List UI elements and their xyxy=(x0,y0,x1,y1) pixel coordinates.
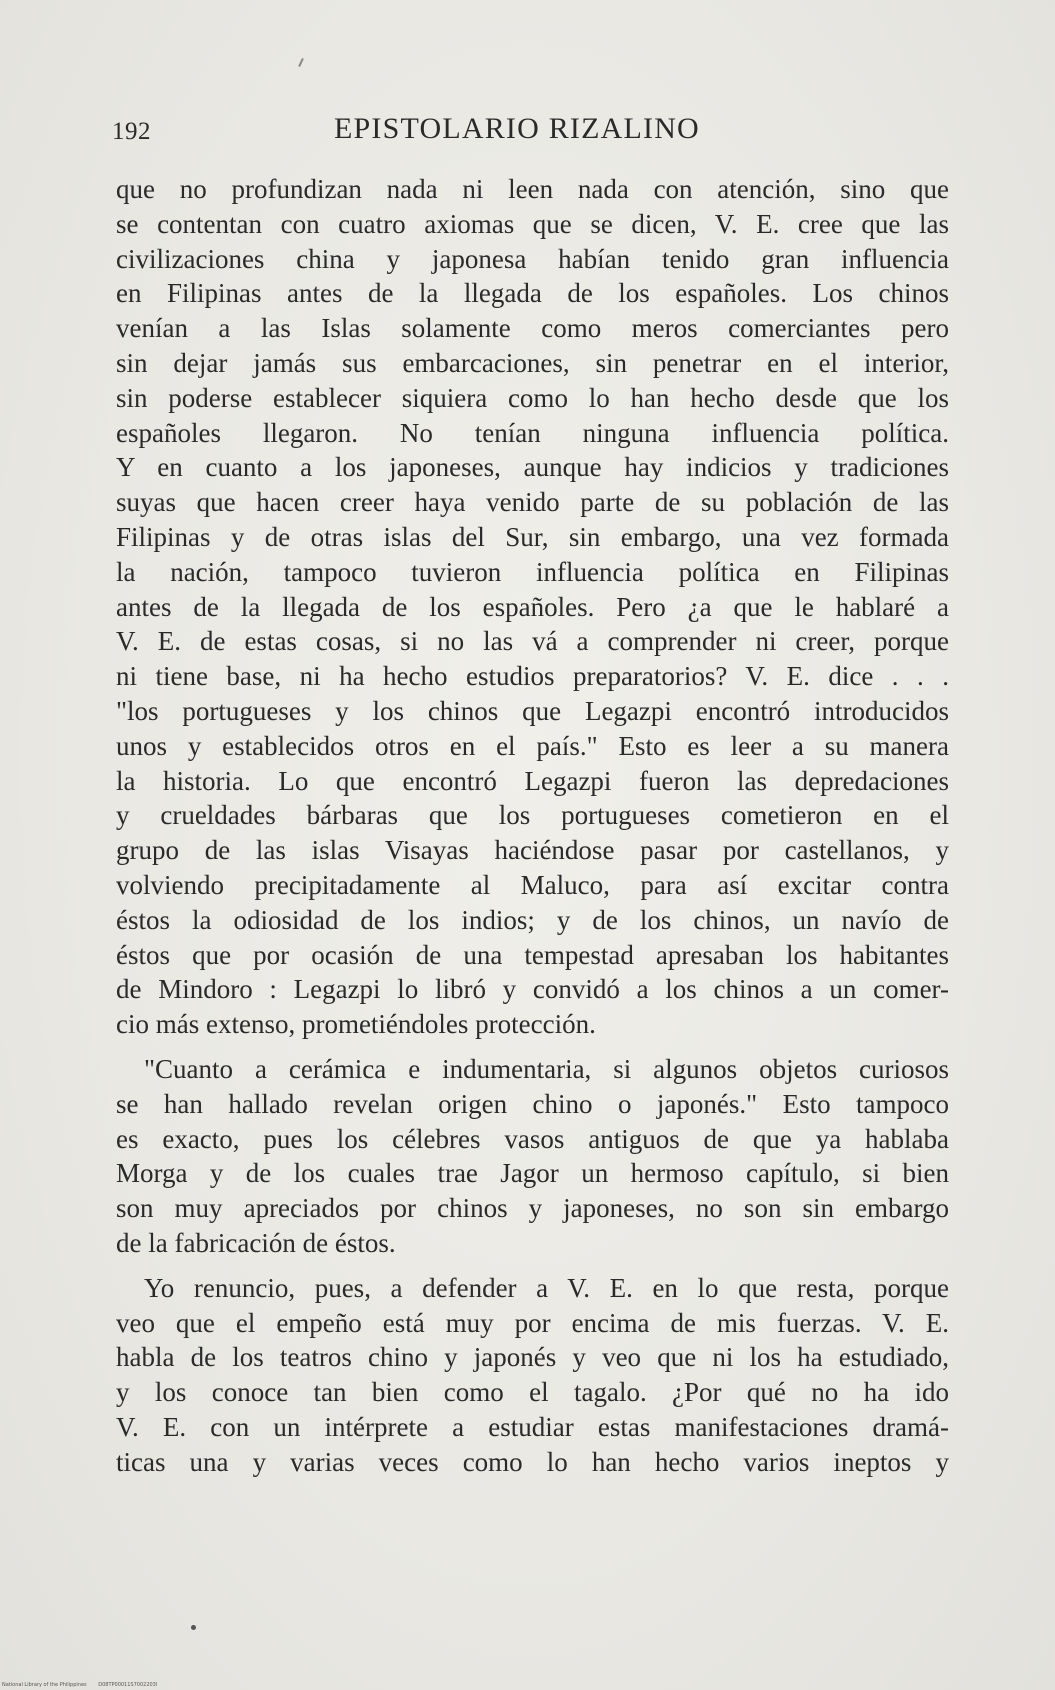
text-line: ticas una y varias veces como lo han hecho varios ineptos y xyxy=(116,1446,949,1477)
text-line: venían a las Islas solamente como meros comerciantes pero xyxy=(116,313,949,344)
text-line: son muy apreciados por chinos y japoneses, no son sin embargo xyxy=(116,1193,949,1224)
text-line: antes de la llegada de los españoles. Pero ¿a que le hablaré a xyxy=(116,591,949,622)
text-line: que no profundizan nada ni leen nada con atención, sino que xyxy=(116,174,949,204)
stray-mark xyxy=(298,58,304,67)
paragraph xyxy=(116,172,949,1042)
text-line: sin dejar jamás sus embarcaciones, sin penetrar en el interior, xyxy=(116,347,949,378)
paragraph xyxy=(116,1052,949,1261)
text-line: Morga y de los cuales trae Jagor un hermoso capítulo, si bien xyxy=(116,1158,949,1189)
page-number: 192 xyxy=(112,118,151,145)
text-line: "los portugueses y los chinos que Legazpi encontró introducidos xyxy=(116,695,949,726)
text-line: éstos que por ocasión de una tempestad apresaban los habitantes xyxy=(116,939,949,970)
text-line: habla de los teatros chino y japonés y veo que ni los ha estudiado, xyxy=(116,1342,949,1373)
paragraph-gap xyxy=(116,1042,949,1052)
text-line: suyas que hacen creer haya venido parte de su población de las xyxy=(116,487,949,518)
library-credit: National Library of the Philippines xyxy=(2,1682,87,1688)
text-line: en Filipinas antes de la llegada de los españoles. Los chinos xyxy=(116,278,949,309)
text-line: la historia. Lo que encontró Legazpi fueron las depredaciones xyxy=(116,765,949,796)
text-line: sin poderse establecer siquiera como lo han hecho desde que los xyxy=(116,382,949,413)
running-head: EPISTOLARIO RIZALINO xyxy=(334,112,700,145)
text-line: de la fabricación de éstos. xyxy=(116,1227,396,1258)
text-line: españoles llegaron. No tenían ninguna influencia política. xyxy=(116,417,949,448)
scan-footer xyxy=(2,1682,167,1688)
body-text xyxy=(116,172,949,1479)
text-line: Yo renuncio, pues, a defender a V. E. en lo que resta, porque xyxy=(144,1272,949,1303)
text-line: volviendo precipitadamente al Maluco, para así excitar contra xyxy=(116,869,949,900)
text-line: de Mindoro : Legazpi lo libró y convidó a los chinos a un comer- xyxy=(116,974,949,1005)
text-line: V. E. con un intérprete a estudiar estas manifestaciones dramá- xyxy=(116,1411,949,1442)
scan-code: D08TP00011S7002203I xyxy=(98,1682,158,1688)
page-header xyxy=(112,112,952,152)
ink-dot xyxy=(191,1625,196,1630)
text-line: veo que el empeño está muy por encima de mis fuerzas. V. E. xyxy=(116,1307,949,1338)
text-line: se han hallado revelan origen chino o japonés." Esto tampoco xyxy=(116,1088,949,1119)
text-line: se contentan con cuatro axiomas que se dicen, V. E. cree que las xyxy=(116,208,949,239)
text-line: cio más extenso, prometiéndoles protección. xyxy=(116,1009,596,1040)
text-line: "Cuanto a cerámica e indumentaria, si algunos objetos curiosos xyxy=(144,1053,949,1084)
text-line: y crueldades bárbaras que los portugueses cometieron en el xyxy=(116,800,949,831)
paragraph-gap xyxy=(116,1261,949,1271)
text-line: ni tiene base, ni ha hecho estudios preparatorios? V. E. dice . . . xyxy=(116,661,949,692)
text-line: unos y establecidos otros en el país." Esto es leer a su manera xyxy=(116,730,949,761)
text-line: Filipinas y de otras islas del Sur, sin embargo, una vez formada xyxy=(116,521,949,552)
text-line: la nación, tampoco tuvieron influencia política en Filipinas xyxy=(116,556,949,587)
text-line: éstos la odiosidad de los indios; y de los chinos, un navío de xyxy=(116,904,949,935)
text-line: Y en cuanto a los japoneses, aunque hay indicios y tradiciones xyxy=(116,452,949,483)
text-line: y los conoce tan bien como el tagalo. ¿Por qué no ha ido xyxy=(116,1377,949,1408)
text-line: civilizaciones china y japonesa habían tenido gran influencia xyxy=(116,243,949,274)
text-line: es exacto, pues los célebres vasos antiguos de que ya hablaba xyxy=(116,1123,949,1154)
text-line: grupo de las islas Visayas haciéndose pasar por castellanos, y xyxy=(116,835,949,866)
text-line: V. E. de estas cosas, si no las vá a comprender ni creer, porque xyxy=(116,626,949,657)
paragraph xyxy=(116,1271,949,1480)
